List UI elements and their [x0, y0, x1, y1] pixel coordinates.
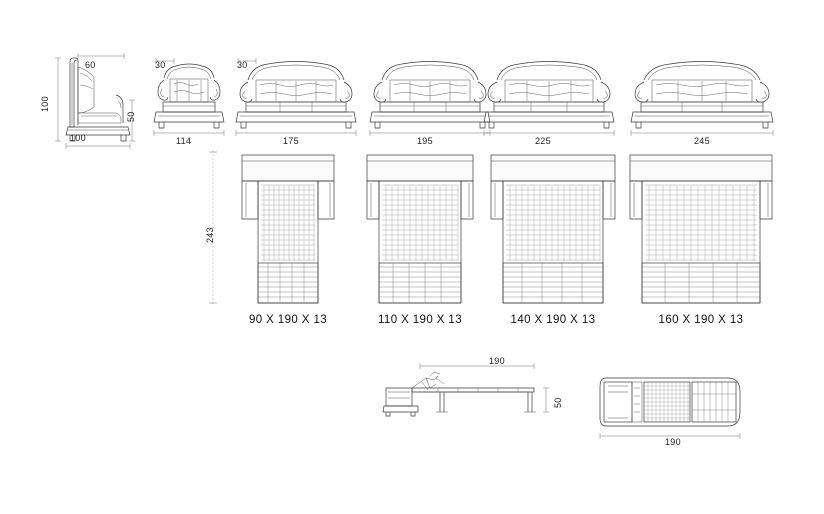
- plan-view-1: [240, 153, 336, 305]
- plan-view-4-caption: 160 X 190 X 13: [658, 314, 744, 326]
- front-1-back-dimension: 30: [155, 60, 166, 70]
- plan-view-3-caption: 140 X 190 X 13: [510, 314, 596, 326]
- side-base-width-dimension: 100: [70, 133, 86, 143]
- front-elevation-4: [479, 58, 619, 138]
- plan-depth-dimension: 243: [205, 227, 215, 243]
- open-bed-plan-view: [598, 368, 748, 446]
- front-4-width-dimension: 225: [535, 136, 551, 146]
- front-elevation-1: [150, 58, 228, 138]
- open-bed-side-view: [378, 358, 568, 428]
- front-elevation-5: [626, 58, 778, 138]
- front-3-width-dimension: 195: [417, 136, 433, 146]
- front-1-width-dimension: 114: [176, 136, 192, 146]
- front-5-width-dimension: 245: [694, 136, 710, 146]
- front-elevation-3: [366, 58, 494, 138]
- side-height-dimension: 100: [40, 96, 50, 112]
- open-bed-length-dimension: 190: [489, 356, 505, 366]
- front-2-back-dimension: 30: [237, 60, 248, 70]
- plan-view-2: [365, 153, 475, 305]
- plan-view-3: [489, 153, 617, 305]
- front-2-width-dimension: 175: [283, 136, 299, 146]
- plan-view-1-caption: 90 X 190 X 13: [248, 314, 328, 326]
- open-bed-plan-length-dimension: 190: [665, 437, 681, 447]
- side-seat-height-dimension: 50: [126, 111, 136, 122]
- plan-view-2-caption: 110 X 190 X 13: [377, 314, 463, 326]
- side-depth-dimension: 60: [85, 60, 96, 70]
- front-elevation-2: [232, 58, 360, 138]
- plan-view-4: [628, 153, 774, 305]
- open-bed-height-dimension: 50: [553, 397, 563, 408]
